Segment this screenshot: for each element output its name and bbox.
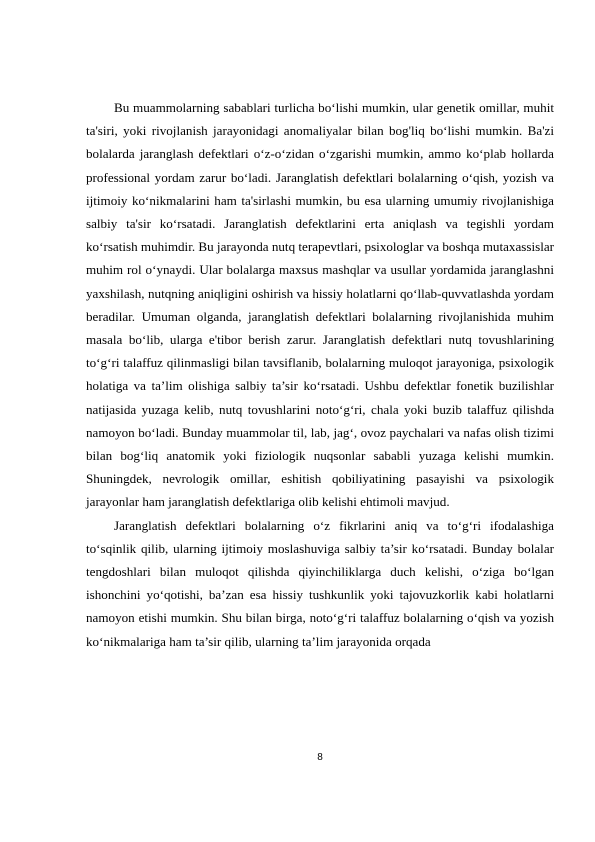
paragraph: Bu muammolarning sabablari turlicha bo‘lishi mumkin, ular genetik omillar, muhit ta'siri, yoki rivojlanish jarayonidagi anomaliyalar bilan bog'liq bo‘lishi mumkin. Ba'zi bolalarda jaranglash defektlari o‘z-o‘zidan o‘zgarishi mumkin, ammo ko‘plab hollarda professional yordam zarur bo‘ladi. Jaranglatish defektlari bolalarning o‘qish, yozish va ijtimoiy ko‘nikmalarini ham ta'sirlashi mumkin, bu esa ularning umumiy rivojlanishiga salbiy ta'sir ko‘rsatadi. Jaranglatish defektlarini erta aniqlash va tegishli yordam ko‘rsatish muhimdir. Bu jarayonda nutq terapevtlari, psixologlar va boshqa mutaxassislar muhim rol o‘ynaydi. Ular bolalarga maxsus mashqlar va usullar yordamida jaranglashni yaxshilash, nutqning aniqligini oshirish va hissiy holatlarni qo‘llab-quvvatlashda yordam beradilar. Umuman olganda, jaranglatish defektlari bolalarning rivojlanishida muhim masala bo‘lib, ularga e'tibor berish zarur. Jaranglatish defektlari nutq tovushlarining to‘g‘ri talaffuz qilinmasligi bilan tavsiflanib, bolalarning muloqot jarayoniga, psixologik holatiga va ta’lim olishiga salbiy ta’sir ko‘rsatadi. Ushbu defektlar fonetik buzilishlar natijasida yuzaga kelib, nutq tovushlarini noto‘g‘ri, chala yoki buzib talaffuz qilishda namoyon bo‘ladi. Bunday muammolar til, lab, jag‘, ovoz paychalari va nafas olish tizimi bilan bog‘liq anatomik yoki fiziologik nuqsonlar sababli yuzaga kelishi mumkin. Shuningdek, nevrologik omillar, eshitish qobiliyatining pasayishi va psixologik jarayonlar ham jaranglatish defektlariga olib kelishi ehtimoli mavjud. [86, 100, 555, 510]
page-number: 8 [317, 752, 323, 763]
paragraph: Jaranglatish defektlari bolalarning o‘z fikrlarini aniq va to‘g‘ri ifodalashiga to‘sqinlik qilib, ularning ijtimoiy moslashuviga salbiy ta’sir ko‘rsatadi. Bunday bolalar tengdoshlari bilan muloqot qilishda qiyinchiliklarga duch kelishi, o‘ziga bo‘lgan ishonchini yo‘qotishi, ba’zan esa hissiy tushkunlik yoki tajovuzkorlik kabi holatlarni namoyon etishi mumkin. Shu bilan birga, noto‘g‘ri talaffuz bolalarning o‘qish va yozish ko‘nikmalariga ham ta’sir qilib, ularning ta’lim jarayonida orqada [86, 517, 554, 649]
body-text [86, 96, 554, 653]
